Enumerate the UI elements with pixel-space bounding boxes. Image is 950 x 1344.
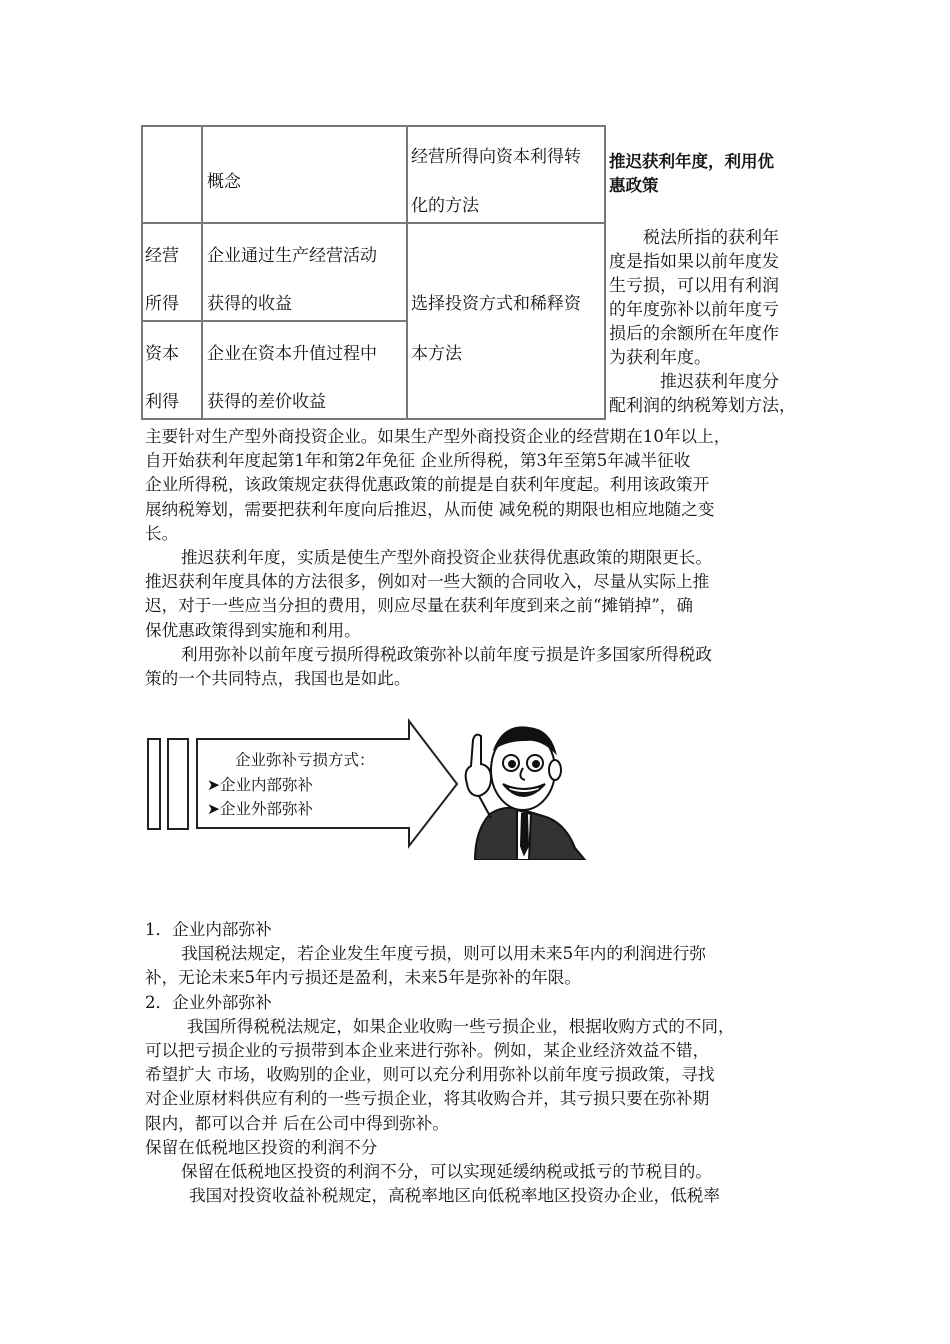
- para1-line: 主要针对生产型外商投资企业。如果生产型外商投资企业的经营期在10年以上，: [145, 427, 731, 446]
- heading-low-tax: 保留在低税地区投资的利润不分: [145, 1137, 378, 1157]
- para3-line: 利用弥补以前年度亏损所得税政策弥补以前年度亏损是许多国家所得税政: [181, 644, 712, 664]
- sidebar-line: 推迟获利年度分: [609, 372, 779, 392]
- sidebar-line: 的年度弥补以前年度亏: [609, 300, 779, 320]
- para1-line: 自开始获利年度起第1年和第2年免征 企业所得税，第3年至第5年减半征收: [145, 451, 691, 471]
- para1-line: 展纳税筹划，需要把获利年度向后推迟，从而使 减免税的期限也相应地随之变: [145, 499, 715, 519]
- row-label-capital: 资本: [145, 344, 179, 364]
- cartoon-man-icon: [466, 727, 585, 860]
- row-concept-business-2: 获得的收益: [207, 294, 292, 314]
- diagram-item-internal: ➤企业内部弥补: [207, 776, 313, 794]
- sec2-para2-line: 希望扩大 市场，收购别的企业，则可以充分利用弥补以前年度亏损政策，寻找: [145, 1065, 715, 1085]
- row-concept-capital: 企业在资本升值过程中: [207, 344, 377, 364]
- sidebar-line: 配利润的纳税筹划方法，: [609, 396, 796, 416]
- table-header-method-line1: 经营所得向资本利得转: [411, 147, 581, 167]
- para2-line: 推迟获利年度，实质是使生产型外商投资企业获得优惠政策的期限更长。: [181, 547, 712, 567]
- sidebar-line: 税法所指的获利年: [609, 228, 779, 248]
- sidebar-line: 度是指如果以前年度发: [609, 252, 779, 272]
- sec2-para2-line: 可以把亏损企业的亏损带到本企业来进行弥补。例如，某企业经济效益不错，: [145, 1040, 710, 1060]
- sidebar-line: 损后的余额所在年度作: [609, 324, 779, 344]
- heading-external: 2．企业外部弥补: [145, 992, 272, 1012]
- sec2-para2-line: 对企业原材料供应有利的一些亏损企业，将其收购合并，其亏损只要在弥补期: [145, 1089, 710, 1109]
- row-label-capital-2: 利得: [145, 392, 179, 412]
- section2-paragraphs: [145, 918, 815, 1208]
- sidebar-title: 推迟获利年度，利用优 惠政策: [609, 152, 774, 195]
- sec2-para3-line: 我国对投资收益补税规定，高税率地区向低税率地区投资办企业，低税率: [189, 1186, 720, 1206]
- table-header-concept: 概念: [207, 172, 241, 192]
- para3-line: 策的一个共同特点，我国也是如此。: [145, 668, 411, 688]
- sec2-para1-line: 补，无论未来5年内亏损还是盈利，未来5年是弥补的年限。: [145, 968, 581, 988]
- diagram-title: 企业弥补亏损方式：: [235, 751, 375, 769]
- row-concept-capital-2: 获得的差价收益: [207, 392, 326, 412]
- sidebar-line: 为获利年度。: [609, 348, 711, 368]
- body-paragraphs: [145, 425, 815, 691]
- sidebar-line: 生亏损，可以用有利润: [609, 276, 779, 296]
- row-label-business: 经营: [145, 246, 179, 266]
- comparison-table: [141, 125, 606, 420]
- row-label-business-2: 所得: [145, 294, 179, 314]
- method-cell-line2: 本方法: [411, 344, 462, 364]
- sidebar-body: [609, 226, 809, 418]
- para2-line: 推迟获利年度具体的方法很多，例如对一些大额的合同收入，尽量从实际上推: [145, 572, 710, 592]
- loss-compensation-diagram: [145, 718, 615, 860]
- para1-line: 企业所得税，该政策规定获得优惠政策的前提是自获利年度起。利用该政策开: [145, 475, 710, 495]
- sec2-para1-line: 我国税法规定，若企业发生年度亏损，则可以用未来5年内的利润进行弥: [181, 944, 706, 964]
- method-cell-line1: 选择投资方式和稀释资: [411, 294, 581, 314]
- sec2-para2-line: 限内，都可以合并 后在公司中得到弥补。: [145, 1113, 449, 1133]
- sec2-para3-line: 保留在低税地区投资的利润不分，可以实现延缓纳税或抵亏的节税目的。: [181, 1161, 712, 1181]
- para1-line: 长。: [145, 523, 179, 543]
- table-header-method-line2: 化的方法: [411, 196, 479, 216]
- sec2-para2-line: 我国所得税税法规定，如果企业收购一些亏损企业，根据收购方式的不同，: [187, 1016, 735, 1036]
- row-concept-business: 企业通过生产经营活动: [207, 246, 377, 266]
- para2-line: 迟，对于一些应当分担的费用，则应尽量在获利年度到来之前“摊销掉”，确: [145, 596, 693, 616]
- heading-internal: 1．企业内部弥补: [145, 920, 272, 939]
- diagram-item-external: ➤企业外部弥补: [207, 800, 313, 818]
- para2-line: 保优惠政策得到实施和利用。: [145, 620, 361, 640]
